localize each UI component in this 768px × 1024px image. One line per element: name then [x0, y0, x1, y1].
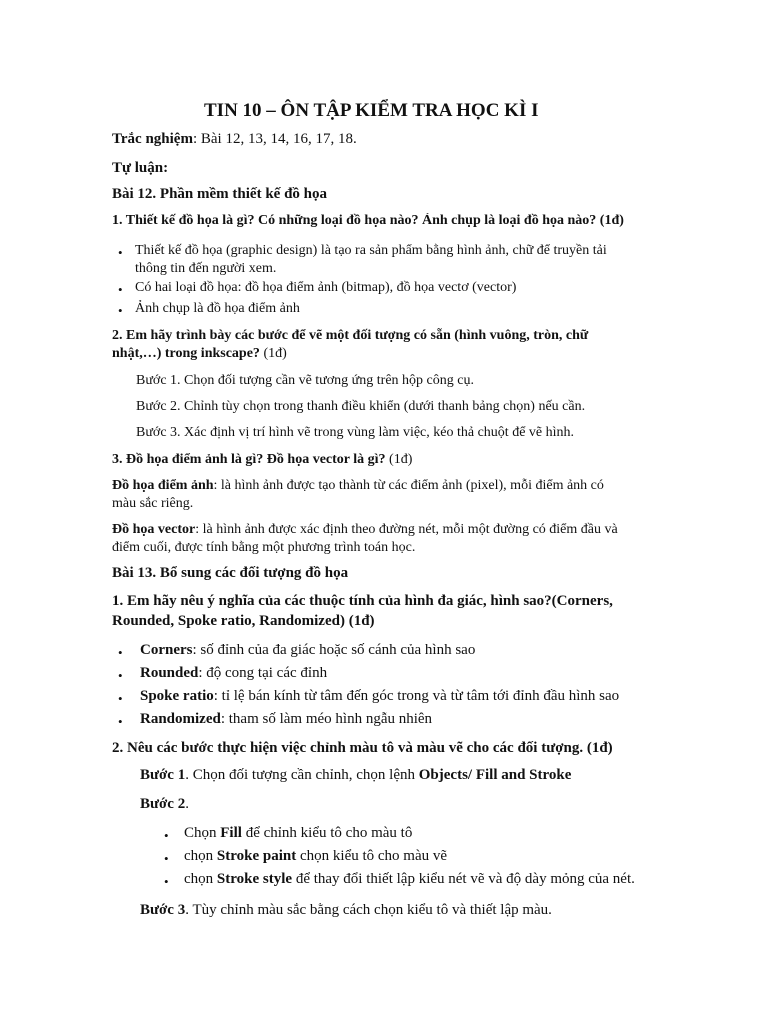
- page-title: TIN 10 – ÔN TẬP KIỂM TRA HỌC KÌ I: [204, 100, 539, 121]
- bai12-q2-step-3: Bước 3. Xác định vị trí hình vẽ trong vùng làm việc, kéo thả chuột để vẽ hình.: [136, 425, 575, 440]
- sub-step-fill: [184, 825, 412, 842]
- trac-nghiem-label: Trắc nghiệm: [112, 131, 193, 147]
- sub-post: chọn kiểu tô cho màu vẽ: [296, 848, 448, 864]
- vector-definition: [112, 522, 618, 538]
- vector-term: Đồ họa vector: [112, 522, 196, 537]
- prop-term: Randomized: [140, 711, 221, 727]
- sub-pre: chọn: [184, 871, 217, 887]
- prop-desc: : độ cong tại các đỉnh: [198, 665, 328, 681]
- bullet-icon: •: [118, 303, 123, 318]
- bai13-q2: 2. Nêu các bước thực hiện việc chỉnh màu tô và màu vẽ cho các đối tượng. (1đ): [112, 740, 613, 756]
- sub-post: để thay đổi thiết lập kiểu nét vẽ và độ dày mỏng của nét.: [292, 871, 635, 887]
- bitmap-term: Đồ họa điểm ảnh: [112, 478, 214, 493]
- prop-term: Rounded: [140, 665, 199, 681]
- sub-step-stroke-paint: [184, 848, 447, 865]
- trac-nghiem-text: : Bài 12, 13, 14, 16, 17, 18.: [192, 131, 357, 147]
- prop-desc: : số đỉnh của đa giác hoặc số cánh của hình sao: [192, 642, 476, 658]
- bai13-step-1: [140, 767, 571, 784]
- sub-post: để chỉnh kiểu tô cho màu tô: [241, 825, 413, 841]
- bullet-icon: •: [164, 828, 169, 843]
- bai13-step-3: [140, 902, 552, 919]
- bai13-q1-line1: 1. Em hãy nêu ý nghĩa của các thuộc tính của hình đa giác, hình sao?(Corners,: [112, 593, 613, 609]
- bullet-icon: •: [118, 691, 123, 706]
- bai12-q2-text: nhật,…) trong inkscape?: [112, 346, 260, 361]
- bai13-step-2: [140, 796, 189, 813]
- bai12-q3-points: (1đ): [385, 452, 413, 467]
- bullet-icon: •: [118, 714, 123, 729]
- step-text: .: [185, 796, 189, 812]
- prop-desc: : tham số làm méo hình ngẫu nhiên: [220, 711, 433, 727]
- step-label: Bước 2: [140, 796, 186, 812]
- bai12-q2-step-1: Bước 1. Chọn đối tượng cần vẽ tương ứng trên hộp công cụ.: [136, 373, 474, 388]
- step-text: . Tùy chỉnh màu sắc bằng cách chọn kiểu tô và thiết lập màu.: [185, 902, 552, 918]
- bullet-icon: •: [118, 645, 123, 660]
- prop-term: Spoke ratio: [140, 688, 214, 704]
- step-command: Objects/ Fill and Stroke: [418, 767, 572, 783]
- prop-term: Corners: [140, 642, 193, 658]
- prop-corners: [140, 642, 475, 659]
- vector-def-2: điểm cuối, được tính bằng một phương trình toán học.: [112, 540, 416, 555]
- bai12-q1-bullet-2: Có hai loại đồ họa: đồ họa điểm ảnh (bitmap), đồ họa vectơ (vector): [135, 280, 517, 295]
- bullet-icon: •: [164, 874, 169, 889]
- sub-step-stroke-style: [184, 871, 635, 888]
- bai12-q1: 1. Thiết kế đồ họa là gì? Có những loại đồ họa nào? Ảnh chụp là loại đồ họa nào? (1đ): [112, 213, 624, 228]
- bai12-q2-line2: [112, 346, 287, 362]
- bai12-q1-bullet-1: Thiết kế đồ họa (graphic design) là tạo ra sản phẩm bằng hình ảnh, chữ để truyền tải: [135, 243, 607, 258]
- bullet-icon: •: [118, 668, 123, 683]
- sub-term: Fill: [220, 825, 242, 841]
- bai12-q2-step-2: Bước 2. Chỉnh tùy chọn trong thanh điều khiển (dưới thanh bảng chọn) nếu cần.: [136, 399, 586, 414]
- prop-spoke-ratio: [140, 688, 619, 705]
- prop-randomized: [140, 711, 432, 728]
- prop-rounded: [140, 665, 327, 682]
- vector-def-1: : là hình ảnh được xác định theo đường nét, mỗi một đường có điểm đầu và: [195, 522, 618, 537]
- sub-term: Stroke paint: [216, 848, 297, 864]
- bullet-icon: •: [118, 245, 123, 260]
- bai12-q3: [112, 452, 412, 468]
- bitmap-def-1: : là hình ảnh được tạo thành từ các điểm ảnh (pixel), mỗi điểm ảnh có: [213, 478, 604, 493]
- bai13-heading: Bài 13. Bổ sung các đối tượng đồ họa: [112, 565, 349, 581]
- bai12-q3-text: 3. Đồ họa điểm ảnh là gì? Đồ họa vector là gì?: [112, 452, 386, 467]
- prop-desc: : tỉ lệ bán kính từ tâm đến góc trong và từ tâm tới đỉnh đầu hình sao: [213, 688, 620, 704]
- bullet-icon: •: [164, 851, 169, 866]
- bai12-q2-points: (1đ): [259, 346, 287, 361]
- bai12-heading: Bài 12. Phần mềm thiết kế đồ họa: [112, 186, 328, 202]
- step-text: . Chọn đối tượng cần chỉnh, chọn lệnh: [185, 767, 419, 783]
- sub-pre: Chọn: [184, 825, 221, 841]
- bai13-q1-line2: Rounded, Spoke ratio, Randomized) (1đ): [112, 613, 375, 629]
- step-label: Bước 1: [140, 767, 186, 783]
- sub-term: Stroke style: [216, 871, 293, 887]
- bullet-icon: •: [118, 282, 123, 297]
- tu-luan-heading: Tự luận:: [112, 160, 169, 176]
- bai12-q2-line1: 2. Em hãy trình bày các bước để vẽ một đối tượng có sẵn (hình vuông, tròn, chữ: [112, 328, 589, 343]
- bitmap-def-2: màu sắc riêng.: [112, 496, 194, 511]
- bai12-q1-bullet-1-cont: thông tin đến người xem.: [135, 261, 277, 276]
- trac-nghiem-line: [112, 131, 357, 148]
- step-label: Bước 3: [140, 902, 186, 918]
- bitmap-definition: [112, 478, 604, 494]
- bai12-q1-bullet-3: Ảnh chụp là đồ họa điểm ảnh: [135, 301, 300, 316]
- sub-pre: chọn: [184, 848, 217, 864]
